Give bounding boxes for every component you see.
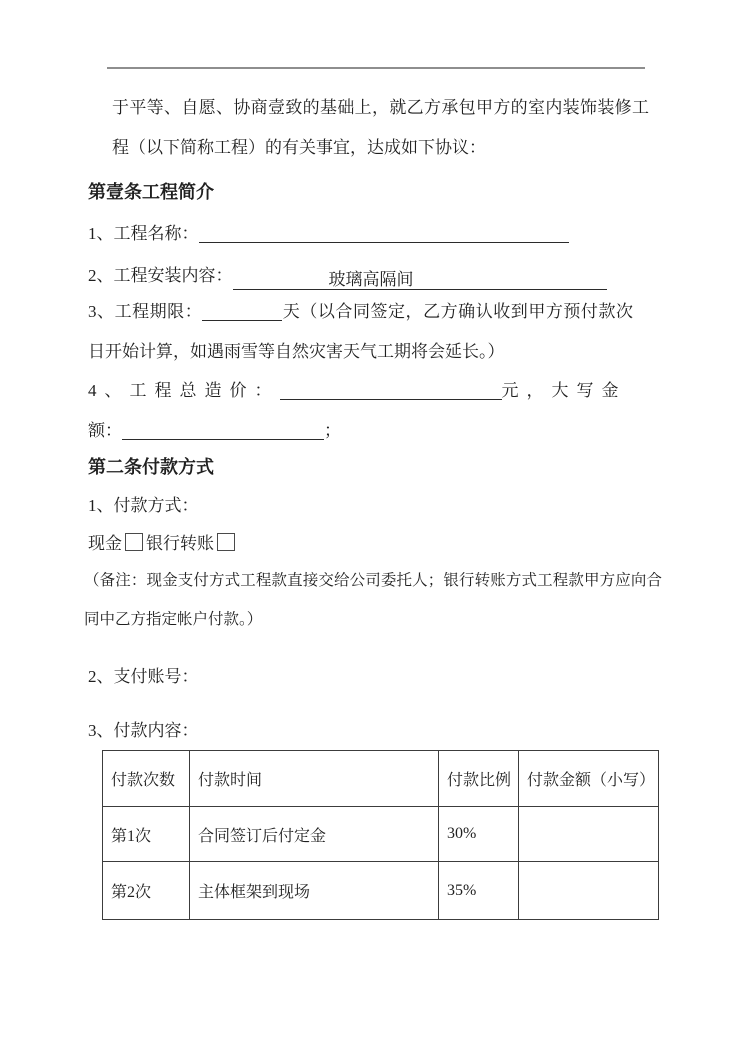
duration-row xyxy=(88,292,633,372)
bank-transfer-checkbox xyxy=(217,533,235,551)
table-header-row xyxy=(103,751,659,807)
payment-method-row: 1、付款方式： xyxy=(88,496,199,515)
project-name-blank xyxy=(199,222,569,243)
project-name-label: 1、工程名称： xyxy=(88,224,199,243)
cell-installment: 第1次 xyxy=(103,807,190,862)
table-row xyxy=(103,807,659,862)
total-price-blank xyxy=(280,379,502,400)
cell-amount xyxy=(519,862,659,920)
cell-time: 合同签订后付定金 xyxy=(190,807,439,862)
install-content-value: 玻璃高隔间 xyxy=(328,270,414,289)
amount-words-end: ； xyxy=(324,421,341,440)
intro-paragraph: 于平等、自愿、协商壹致的基础上，就乙方承包甲方的室内装饰装修工程（以下简称工程）的有关事宜，达成如下协议： xyxy=(112,98,649,157)
col-header-installment: 付款次数 xyxy=(103,751,190,807)
install-content-blank xyxy=(233,269,607,290)
header-divider-rule xyxy=(107,67,645,69)
total-price-line-2 xyxy=(88,411,663,451)
total-price-row xyxy=(88,371,663,451)
col-header-time: 付款时间 xyxy=(190,751,439,807)
install-content-row xyxy=(88,256,607,296)
total-price-suffix: 元，大写金 xyxy=(501,381,627,400)
payment-note: （备注：现金支付方式工程款直接交给公司委托人；银行转账方式工程款甲方应向合同中乙方指定帐户付款。） xyxy=(84,572,662,628)
payment-content-row: 3、付款内容： xyxy=(88,721,199,740)
amount-words-label: 额： xyxy=(88,421,122,440)
section-2-title: 第二条付款方式 xyxy=(88,457,214,477)
section-1-title: 第壹条工程简介 xyxy=(88,182,214,202)
bank-transfer-label: 银行转账 xyxy=(146,534,214,553)
table-row xyxy=(103,862,659,920)
duration-blank xyxy=(202,300,282,321)
cash-label: 现金 xyxy=(88,534,122,553)
total-price-line-1 xyxy=(88,371,663,411)
cell-installment: 第2次 xyxy=(103,862,190,920)
cell-amount xyxy=(519,807,659,862)
payment-account-row: 2、支付账号： xyxy=(88,667,199,686)
col-header-ratio: 付款比例 xyxy=(439,751,519,807)
amount-words-blank xyxy=(122,419,324,440)
cell-time: 主体框架到现场 xyxy=(190,862,439,920)
project-name-row xyxy=(88,214,569,254)
payment-schedule-table xyxy=(102,750,659,920)
total-price-label: 4、工程总造价： xyxy=(88,381,280,400)
cell-ratio: 35% xyxy=(439,862,519,920)
cell-ratio: 30% xyxy=(439,807,519,862)
duration-note: 天（以合同签定，乙方确认收到甲方预付款次日开始计算，如遇雨雪等自然灾害天气工期将会延长。） xyxy=(88,302,634,361)
col-header-amount: 付款金额（小写） xyxy=(519,751,659,807)
duration-label: 3、工程期限： xyxy=(88,302,203,321)
install-content-label: 2、工程安装内容： xyxy=(88,266,233,285)
payment-options-row xyxy=(88,524,238,564)
cash-checkbox xyxy=(125,533,143,551)
